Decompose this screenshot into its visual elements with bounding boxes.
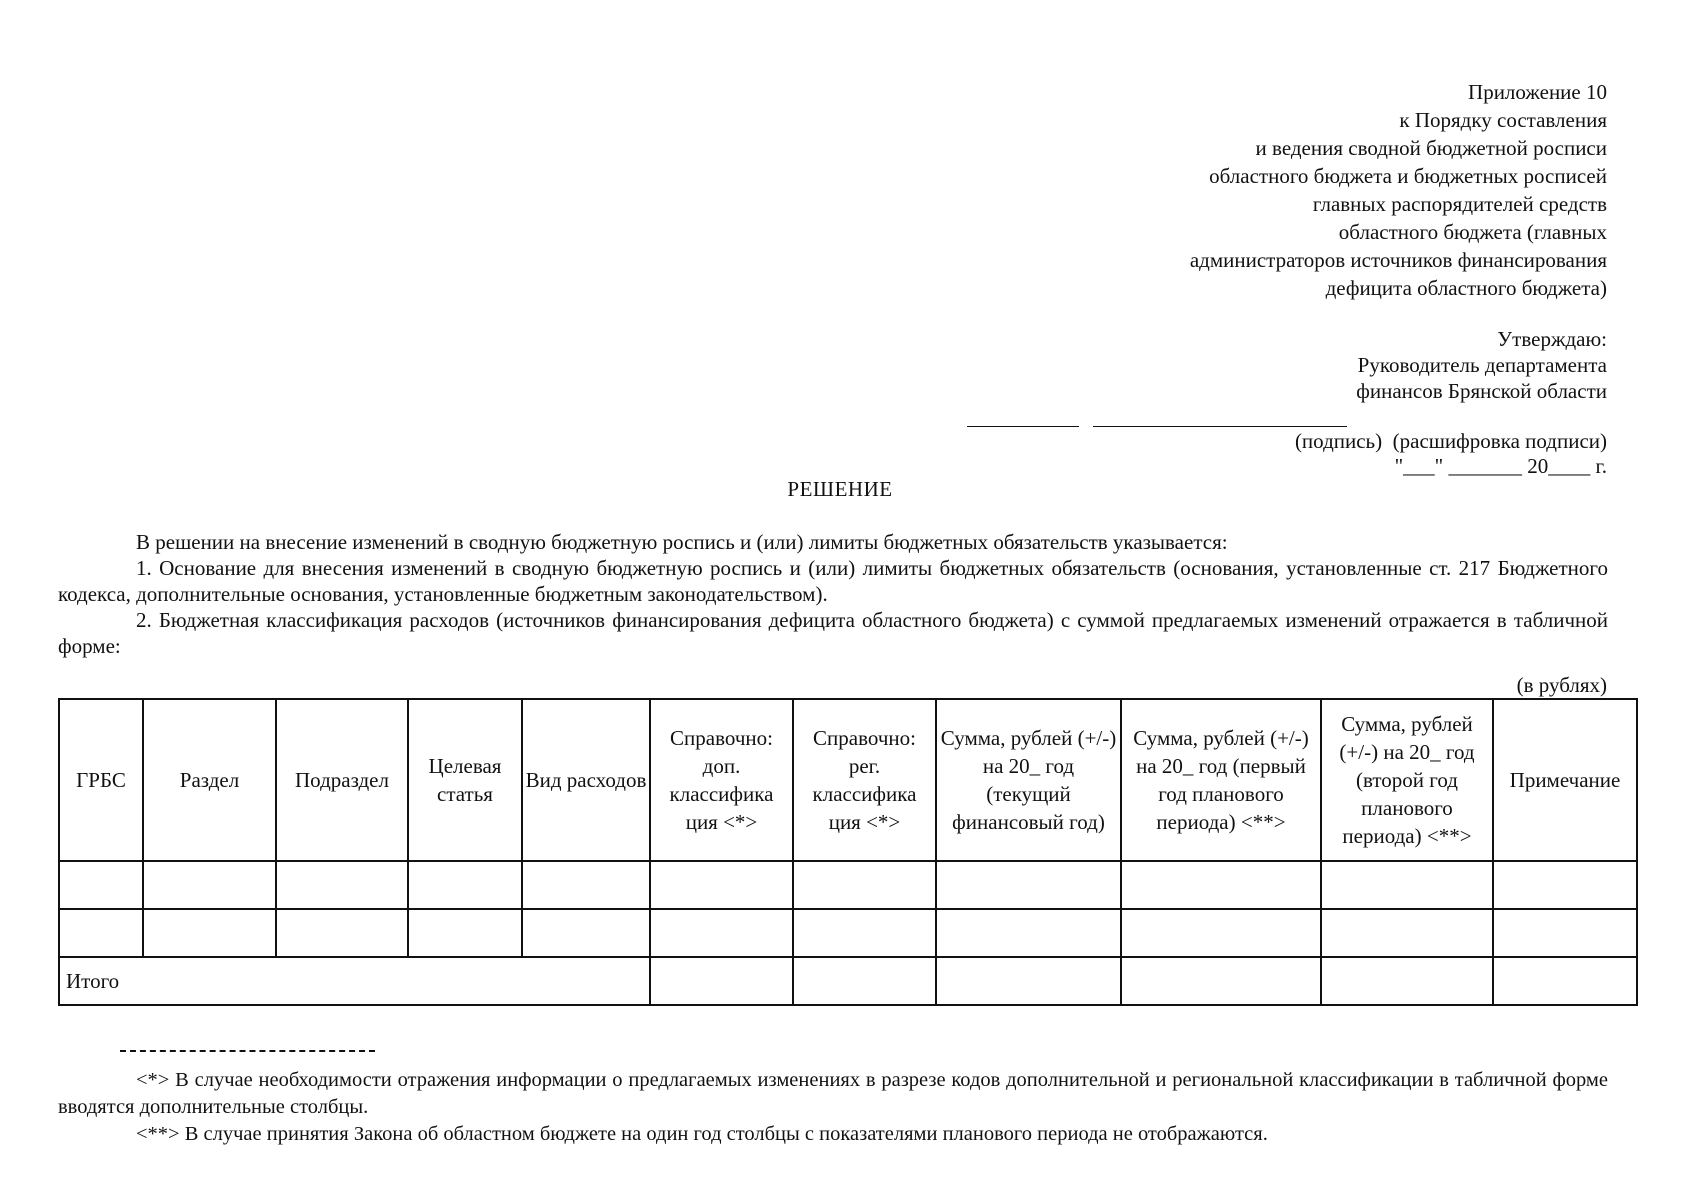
- appendix-header-line: областного бюджета и бюджетных росписей: [1209, 164, 1607, 188]
- column-header-additional-classification: Справочно: доп. классифика ция <*>: [650, 699, 793, 861]
- table-cell[interactable]: [1321, 909, 1493, 957]
- table-cell[interactable]: [650, 909, 793, 957]
- appendix-header-line: областного бюджета (главных: [1338, 220, 1607, 244]
- table-cell[interactable]: [936, 957, 1121, 1005]
- signature-caption: (подпись): [1294, 429, 1383, 453]
- signature-block: [967, 406, 1607, 476]
- decoding-caption: (расшифровка подписи): [1392, 429, 1607, 453]
- table-cell[interactable]: [650, 957, 793, 1005]
- appendix-header-line: и ведения сводной бюджетной росписи: [1255, 136, 1607, 160]
- table-cell[interactable]: [143, 909, 276, 957]
- footnote-item: <**> В случае принятия Закона об областном бюджете на один год столбцы с показателями планового периода не отображаются.: [136, 1123, 1268, 1145]
- table-cell[interactable]: [936, 909, 1121, 957]
- column-header-sum-current-year: Сумма, рублей (+/-) на 20_ год (текущий финансовый год): [936, 699, 1121, 861]
- body-paragraph: В решении на внесение изменений в сводную бюджетную роспись и (или) лимиты бюджетных обязательств указывается:: [136, 530, 1228, 554]
- column-header-target-article: Целевая статья: [408, 699, 522, 861]
- table-cell[interactable]: [143, 861, 276, 909]
- approval-line: Утверждаю:: [1497, 327, 1607, 351]
- column-header-subsection: Подраздел: [276, 699, 408, 861]
- footnote-item: <*> В случае необходимости отражения информации о предлагаемых изменениях в разрезе кодов дополнительной и региональной классификации в табличной форме вводятся дополнительные столбцы.: [58, 1069, 1608, 1118]
- approval-line: Руководитель департамента: [1357, 353, 1607, 377]
- document-title: РЕШЕНИЕ: [787, 477, 893, 501]
- footnote-divider: [120, 1050, 375, 1052]
- table-cell[interactable]: [1493, 957, 1637, 1005]
- table-cell[interactable]: [650, 861, 793, 909]
- document-body: [58, 529, 1608, 659]
- signature-line[interactable]: [967, 426, 1079, 427]
- column-header-note: Примечание: [1493, 699, 1637, 861]
- appendix-header-line: Приложение 10: [1468, 80, 1607, 104]
- table-cell[interactable]: [793, 909, 936, 957]
- table-cell[interactable]: [276, 909, 408, 957]
- table-cell[interactable]: [1121, 909, 1321, 957]
- table-cell[interactable]: [1321, 957, 1493, 1005]
- table-cell[interactable]: [1121, 861, 1321, 909]
- column-header-sum-second-plan-year: Сумма, рублей (+/-) на 20_ год (второй год планового периода) <**>: [1321, 699, 1493, 861]
- column-header-sum-first-plan-year: Сумма, рублей (+/-) на 20_ год (первый год планового периода) <**>: [1121, 699, 1321, 861]
- table-cell[interactable]: [522, 861, 650, 909]
- column-header-expense-type: Вид расходов: [522, 699, 650, 861]
- budget-changes-table: [58, 698, 1638, 1006]
- appendix-header: [967, 78, 1607, 302]
- table-row: [59, 861, 1637, 909]
- table-cell[interactable]: [936, 861, 1121, 909]
- approval-block: [967, 326, 1607, 404]
- table-cell[interactable]: [408, 909, 522, 957]
- table-cell[interactable]: [408, 861, 522, 909]
- appendix-header-line: главных распорядителей средств: [1312, 192, 1607, 216]
- approval-line: финансов Брянской области: [1356, 379, 1607, 403]
- total-row: [59, 957, 1637, 1005]
- column-header-regional-classification: Справочно: рег. классифика ция <*>: [793, 699, 936, 861]
- table-row: [59, 909, 1637, 957]
- appendix-header-line: администраторов источников финансирования: [1189, 248, 1607, 272]
- table-cell[interactable]: [793, 957, 936, 1005]
- body-paragraph: 1. Основание для внесения изменений в сводную бюджетную роспись и (или) лимиты бюджетных обязательств (основания, установленные ст. 217 Бюджетного кодекса, дополнительные основания, установленные бюджетным законодательством).: [58, 556, 1608, 606]
- table-header-row: [59, 699, 1637, 861]
- table-cell[interactable]: [1493, 861, 1637, 909]
- table-cell[interactable]: [276, 861, 408, 909]
- table-cell[interactable]: [59, 861, 143, 909]
- table-cell[interactable]: [59, 909, 143, 957]
- footnotes: [58, 1067, 1608, 1148]
- table-cell[interactable]: [522, 909, 650, 957]
- signature-captions: [1295, 428, 1607, 454]
- table-cell[interactable]: [1121, 957, 1321, 1005]
- appendix-header-line: к Порядку составления: [1399, 108, 1607, 132]
- table-cell[interactable]: [1493, 909, 1637, 957]
- body-paragraph: 2. Бюджетная классификация расходов (источников финансирования дефицита областного бюджета) с суммой предлагаемых изменений отражается в табличной форме:: [58, 608, 1608, 658]
- table-cell[interactable]: [1321, 861, 1493, 909]
- unit-note: (в рублях): [1516, 673, 1607, 697]
- table-cell[interactable]: [793, 861, 936, 909]
- column-header-section: Раздел: [143, 699, 276, 861]
- signature-decoding-line[interactable]: [1093, 426, 1347, 427]
- appendix-header-line: дефицита областного бюджета): [1325, 276, 1607, 300]
- column-header-grbs: ГРБС: [59, 699, 143, 861]
- date-line[interactable]: "___" _______ 20____ г.: [1394, 454, 1607, 478]
- total-label: Итого: [59, 957, 650, 1005]
